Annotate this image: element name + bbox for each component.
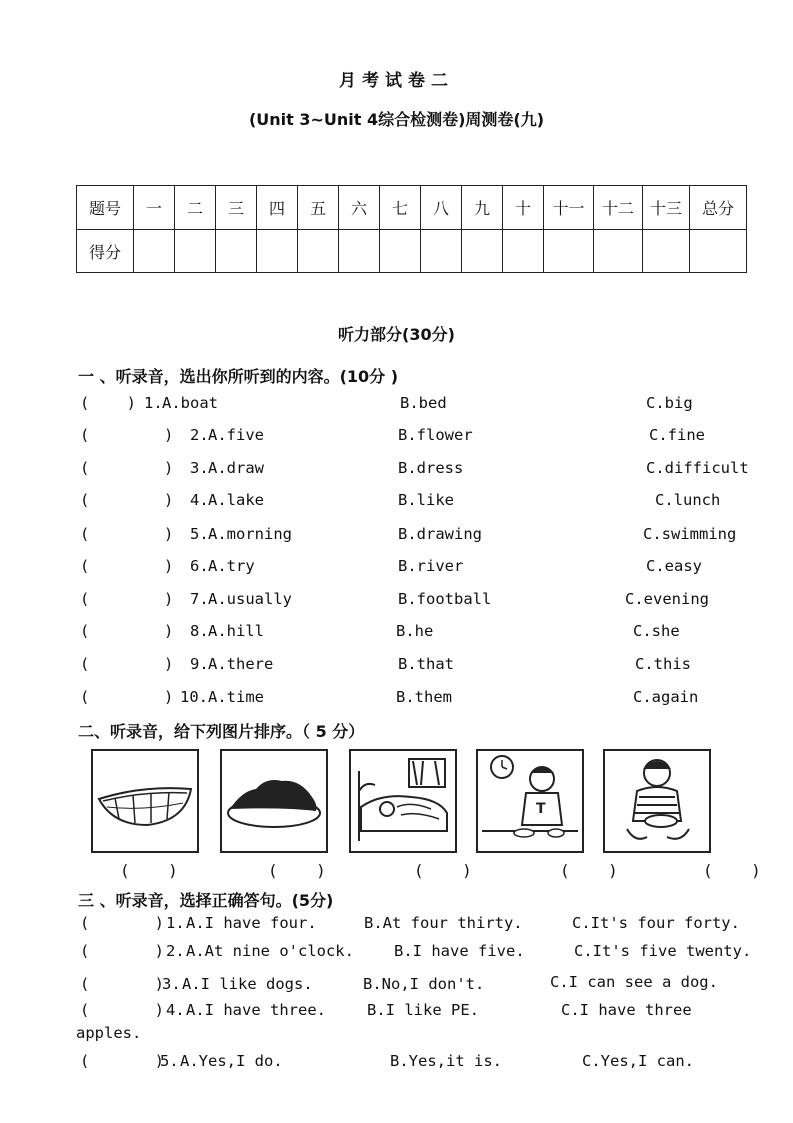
- option-a: A.try: [208, 557, 255, 575]
- score-table-cell: 九: [462, 186, 503, 230]
- score-table-cell: 十一: [544, 186, 594, 230]
- option-a: A.At nine o'clock.: [186, 942, 354, 960]
- score-table-cell: 八: [421, 186, 462, 230]
- answer-bracket[interactable]: ( ): [80, 426, 174, 444]
- hill-picture: [220, 749, 328, 853]
- score-table-cell: 一: [134, 186, 175, 230]
- question-number: 3.: [190, 459, 209, 477]
- score-table: [76, 185, 747, 273]
- option-b: B.that: [398, 655, 454, 673]
- score-input-cell[interactable]: [421, 230, 462, 273]
- option-c: C.difficult: [646, 459, 749, 477]
- picture-order-bracket[interactable]: ( ): [703, 861, 761, 880]
- option-c-wrap: apples.: [76, 1024, 142, 1042]
- score-table-header-row: [77, 186, 747, 230]
- option-a: A.draw: [208, 459, 264, 477]
- score-table-cell: 三: [216, 186, 257, 230]
- score-table-cell: 题号: [77, 186, 134, 230]
- answer-bracket[interactable]: ( ): [80, 942, 164, 960]
- answer-bracket[interactable]: ( ): [80, 459, 174, 477]
- option-c: C.Yes,I can.: [582, 1052, 694, 1070]
- answer-bracket[interactable]: ( ): [80, 688, 174, 706]
- question-number: 1.: [144, 394, 163, 412]
- picture-order-bracket[interactable]: ( ): [268, 861, 326, 880]
- svg-text:T: T: [536, 801, 546, 817]
- question-number: 5.: [190, 525, 209, 543]
- option-b: B.dress: [398, 459, 464, 477]
- score-input-cell[interactable]: [257, 230, 298, 273]
- score-table-cell: 十二: [594, 186, 643, 230]
- section3-heading: 三 、听录音，选择正确答句。(5分): [78, 891, 334, 910]
- question-number: 7.: [190, 590, 209, 608]
- option-c: C.this: [635, 655, 691, 673]
- picture-order-bracket[interactable]: ( ): [560, 861, 618, 880]
- option-b: B.At four thirty.: [364, 914, 523, 932]
- option-c: C.It's five twenty.: [574, 942, 752, 960]
- option-a: A.time: [208, 688, 264, 706]
- option-c: C.I can see a dog.: [550, 973, 718, 991]
- score-input-cell[interactable]: [643, 230, 690, 273]
- question-number: 4.: [166, 1001, 185, 1019]
- option-a: A.lake: [208, 491, 264, 509]
- breakfast-picture: [476, 749, 584, 853]
- option-c: C.evening: [625, 590, 709, 608]
- score-input-cell[interactable]: [690, 230, 747, 273]
- option-a: A.five: [208, 426, 264, 444]
- section2-heading: 二、听录音，给下列图片排序。（ 5 分）: [78, 722, 365, 741]
- answer-bracket[interactable]: ( ): [80, 525, 174, 543]
- answer-bracket[interactable]: ( ): [80, 590, 174, 608]
- score-table-cell: 六: [339, 186, 380, 230]
- option-b: B.No,I don't.: [363, 975, 485, 993]
- answer-bracket[interactable]: ( ): [80, 491, 174, 509]
- score-input-cell[interactable]: [339, 230, 380, 273]
- question-number: 8.: [190, 622, 209, 640]
- score-table-cell: 五: [298, 186, 339, 230]
- answer-bracket[interactable]: ( ): [80, 914, 164, 932]
- option-b: B.I like PE.: [367, 1001, 479, 1019]
- option-a: A.hill: [208, 622, 264, 640]
- page-title: 月考试卷二: [339, 71, 454, 91]
- option-c: C.fine: [649, 426, 705, 444]
- score-table-cell: 四: [257, 186, 298, 230]
- boat-picture: [91, 749, 199, 853]
- question-number: 2.: [166, 942, 185, 960]
- option-c: C.big: [646, 394, 693, 412]
- bed-picture: [349, 749, 457, 853]
- score-table-cell: 十三: [643, 186, 690, 230]
- option-b: B.bed: [400, 394, 447, 412]
- question-number: 2.: [190, 426, 209, 444]
- score-input-cell[interactable]: [462, 230, 503, 273]
- picture-order-bracket[interactable]: ( ): [120, 861, 178, 880]
- option-c: C.It's four forty.: [572, 914, 740, 932]
- score-table-cell: 十: [503, 186, 544, 230]
- score-input-cell[interactable]: [134, 230, 175, 273]
- score-input-cell[interactable]: [216, 230, 257, 273]
- question-number: 9.: [190, 655, 209, 673]
- question-number: 1.: [166, 914, 185, 932]
- score-input-cell[interactable]: [544, 230, 594, 273]
- answer-bracket[interactable]: ( ): [80, 975, 164, 993]
- option-a: A.there: [208, 655, 274, 673]
- option-c: C.again: [633, 688, 699, 706]
- option-b: B.like: [398, 491, 454, 509]
- option-c: C.swimming: [643, 525, 737, 543]
- answer-bracket[interactable]: ( ): [80, 1001, 164, 1019]
- option-b: B.football: [398, 590, 492, 608]
- option-a: A.boat: [162, 394, 218, 412]
- option-b: B.I have five.: [394, 942, 525, 960]
- question-number: 3.: [162, 975, 181, 993]
- option-a: A.morning: [208, 525, 292, 543]
- option-c: C.I have three: [561, 1001, 692, 1019]
- option-b: B.them: [396, 688, 452, 706]
- score-table-score-row: [77, 230, 747, 273]
- score-input-cell[interactable]: [298, 230, 339, 273]
- option-a: A.I like dogs.: [182, 975, 313, 993]
- section1-heading: 一 、听录音，选出你所听到的内容。(10分 ): [78, 367, 399, 386]
- option-a: A.I have three.: [186, 1001, 326, 1019]
- option-c: C.she: [633, 622, 680, 640]
- option-a: A.I have four.: [186, 914, 317, 932]
- answer-bracket[interactable]: ( ): [80, 394, 136, 412]
- question-number: 10.: [180, 688, 208, 706]
- score-table-cell: 得分: [77, 230, 134, 273]
- score-table-cell: 七: [380, 186, 421, 230]
- option-b: B.Yes,it is.: [390, 1052, 502, 1070]
- question-number: 4.: [190, 491, 209, 509]
- option-b: B.drawing: [398, 525, 482, 543]
- page-subtitle: (Unit 3~Unit 4综合检测卷)周测卷(九): [248, 110, 545, 129]
- question-number: 6.: [190, 557, 209, 575]
- answer-bracket[interactable]: ( ): [80, 655, 174, 673]
- option-a: A.usually: [208, 590, 292, 608]
- score-input-cell[interactable]: [594, 230, 643, 273]
- option-b: B.he: [396, 622, 434, 640]
- listening-section-title: 听力部分(30分): [338, 325, 455, 344]
- cake-picture: [603, 749, 711, 853]
- option-c: C.lunch: [655, 491, 721, 509]
- option-c: C.easy: [646, 557, 702, 575]
- score-input-cell[interactable]: [503, 230, 544, 273]
- score-input-cell[interactable]: [175, 230, 216, 273]
- answer-bracket[interactable]: ( ): [80, 1052, 164, 1070]
- score-input-cell[interactable]: [380, 230, 421, 273]
- option-a: A.Yes,I do.: [180, 1052, 283, 1070]
- score-table-cell: 总分: [690, 186, 747, 230]
- answer-bracket[interactable]: ( ): [80, 622, 174, 640]
- question-number: 5.: [160, 1052, 179, 1070]
- option-b: B.river: [398, 557, 464, 575]
- answer-bracket[interactable]: ( ): [80, 557, 174, 575]
- option-b: B.flower: [398, 426, 473, 444]
- picture-order-bracket[interactable]: ( ): [414, 861, 472, 880]
- score-table-cell: 二: [175, 186, 216, 230]
